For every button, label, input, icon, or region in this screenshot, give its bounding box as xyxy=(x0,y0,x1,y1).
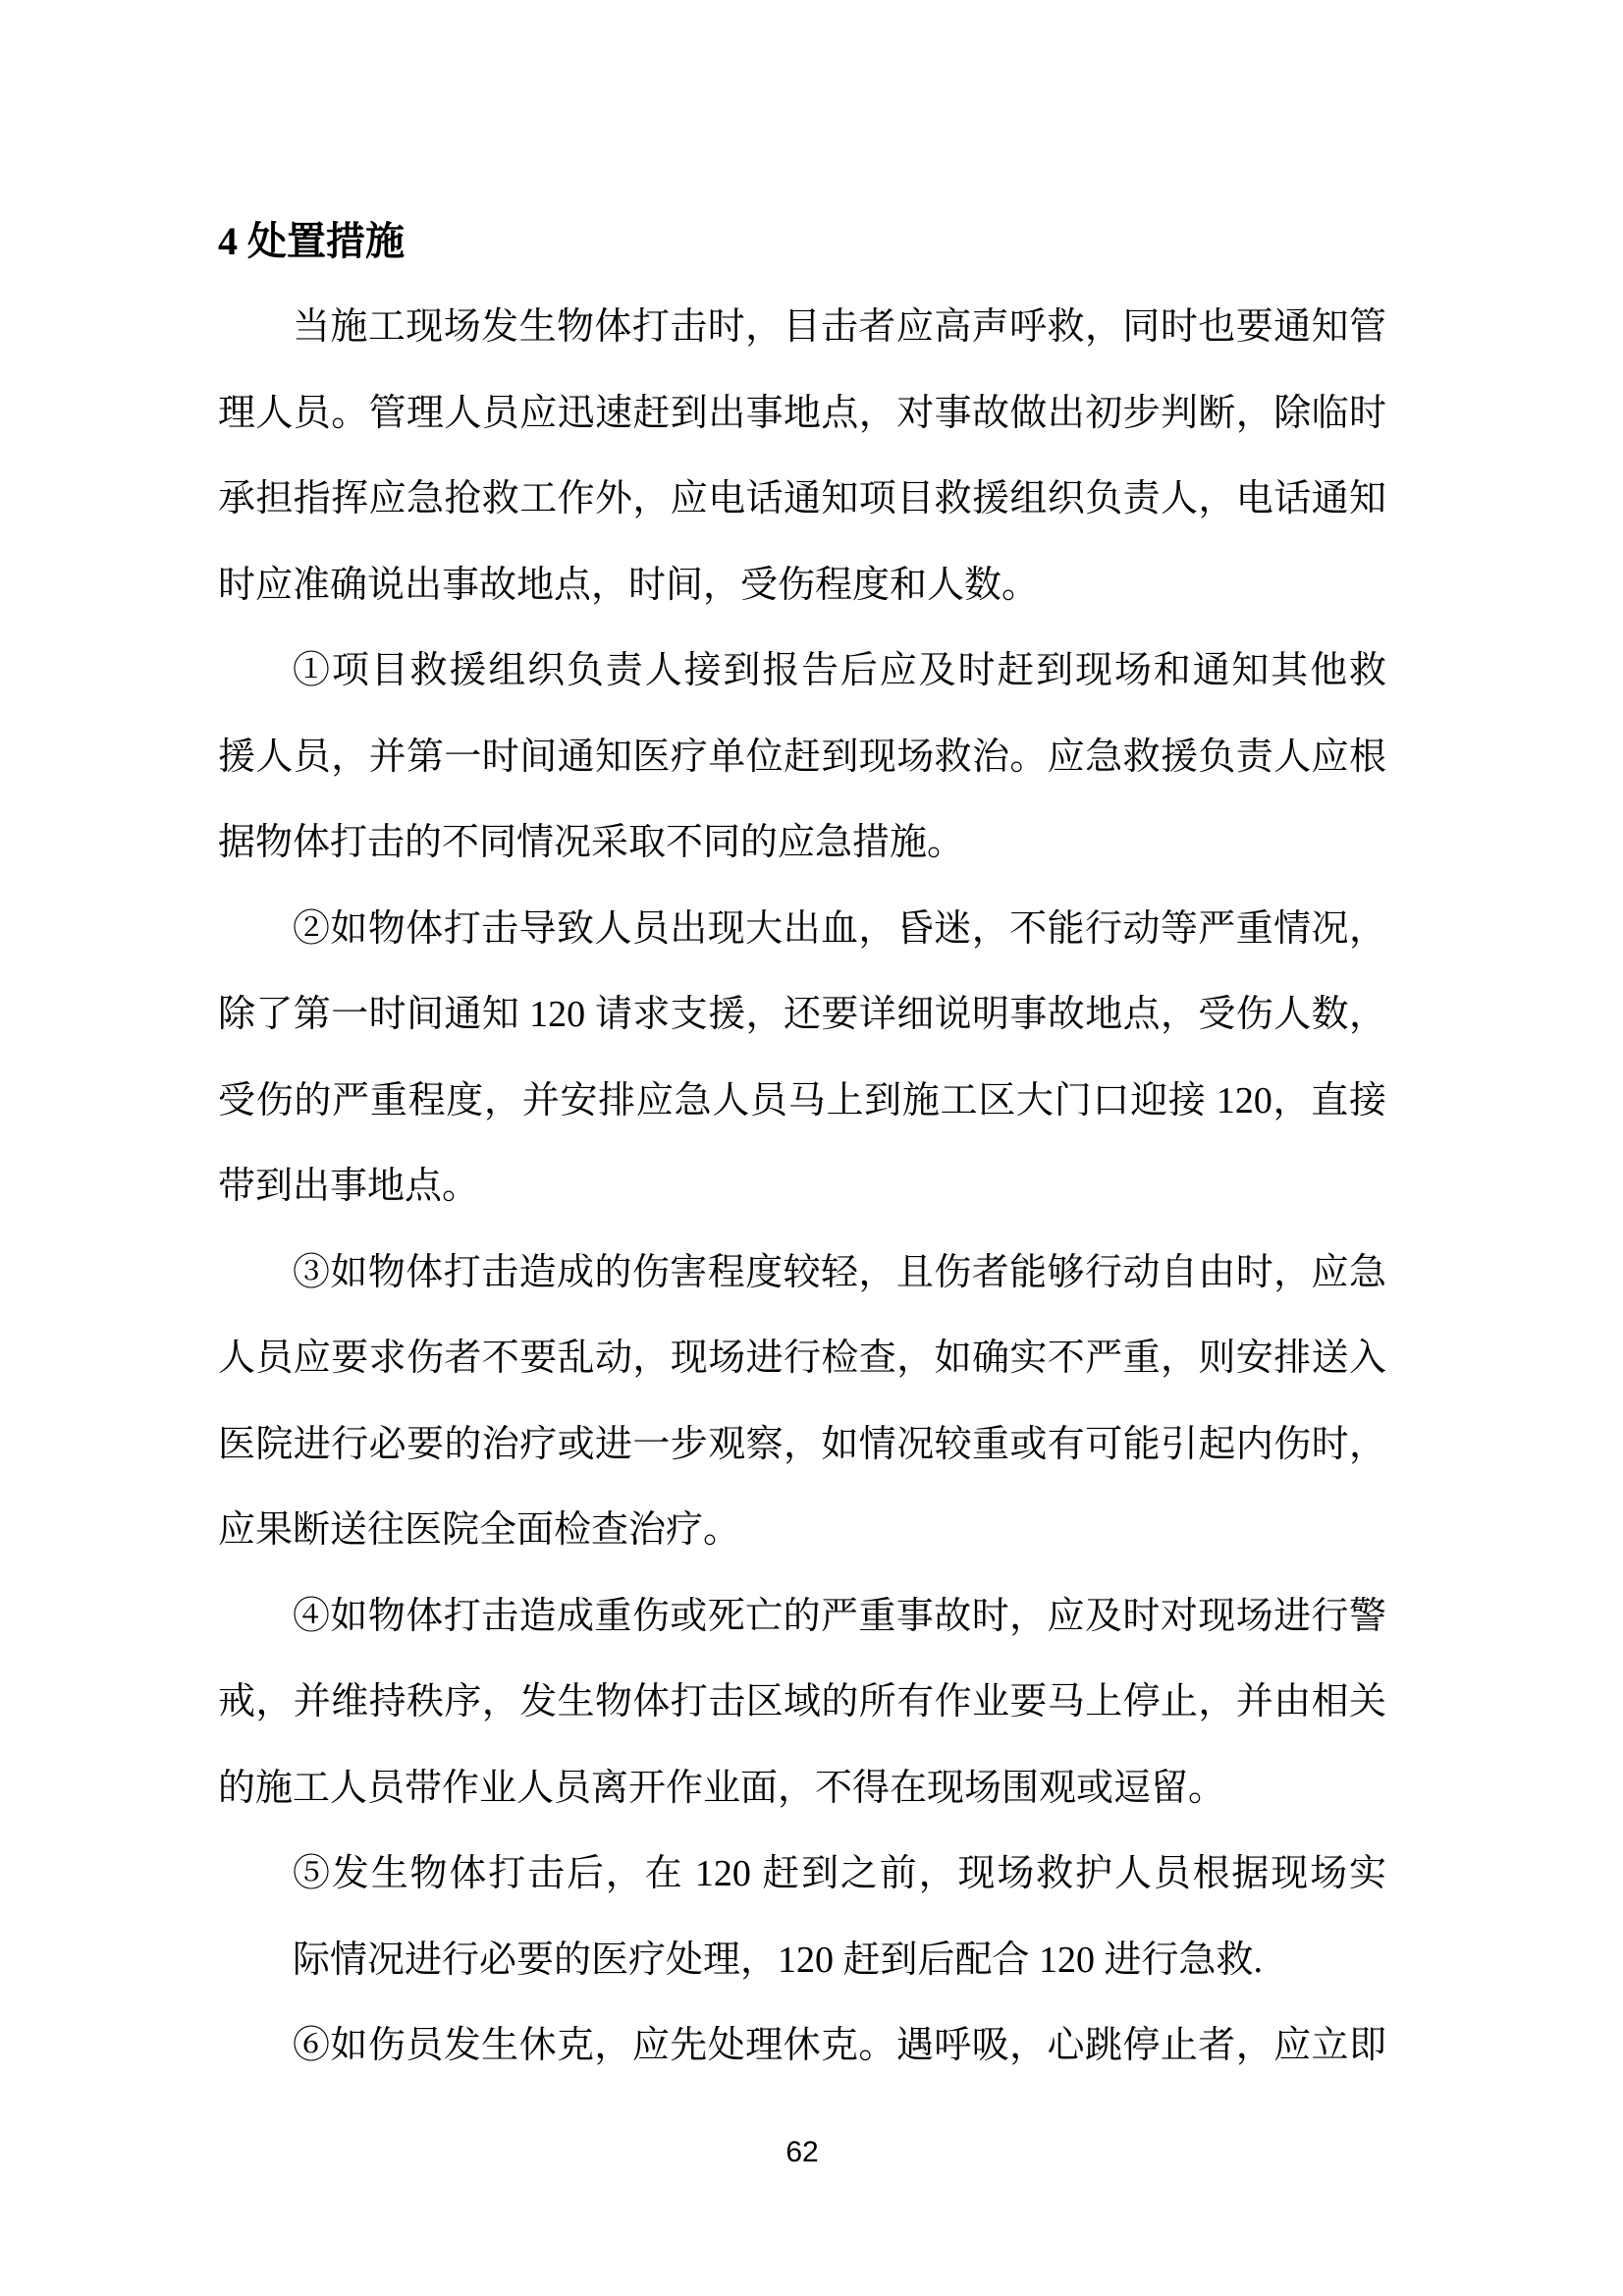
body-line: 受伤的严重程度，并安排应急人员马上到施工区大门口迎接 120，直接 xyxy=(218,1079,1386,1121)
body-line: 援人员，并第一时间通知医疗单位赶到现场救治。应急救援负责人应根 xyxy=(218,736,1386,778)
body-line: 承担指挥应急抢救工作外，应电话通知项目救援组织负责人，电话通知 xyxy=(218,478,1386,519)
document-content xyxy=(218,198,1386,2090)
body-line: 应果断送往医院全面检查治疗。 xyxy=(218,1509,741,1551)
body-line: 时应准确说出事故地点，时间，受伤程度和人数。 xyxy=(218,564,1040,606)
body-line: 理人员。管理人员应迅速赶到出事地点，对事故做出初步判断，除临时 xyxy=(218,392,1386,434)
body-line: 当施工现场发生物体打击时，目击者应高声呼救，同时也要通知管 xyxy=(293,306,1386,348)
body-line: 除了第一时间通知 120 请求支援，还要详细说明事故地点，受伤人数， xyxy=(218,994,1386,1035)
body-line: ③如物体打击造成的伤害程度较轻，且伤者能够行动自由时，应急 xyxy=(293,1251,1386,1293)
body-line: 人员应要求伤者不要乱动，现场进行检查，如确实不严重，则安排送入 xyxy=(218,1338,1386,1379)
body-line: 带到出事地点。 xyxy=(218,1166,480,1207)
section-heading: 4 处置措施 xyxy=(218,219,405,263)
body-line: ⑤发生物体打击后，在 120 赶到之前，现场救护人员根据现场实 xyxy=(293,1853,1386,1894)
body-line: 医院进行必要的治疗或进一步观察，如情况较重或有可能引起内伤时， xyxy=(218,1423,1386,1465)
body-line: 据物体打击的不同情况采取不同的应急措施。 xyxy=(218,822,965,863)
body-line: ④如物体打击造成重伤或死亡的严重事故时，应及时对现场进行警 xyxy=(293,1595,1386,1637)
body-line: 戒，并维持秩序，发生物体打击区域的所有作业要马上停止，并由相关 xyxy=(218,1681,1386,1722)
body-line: 的施工人员带作业人员离开作业面，不得在现场围观或逗留。 xyxy=(218,1767,1226,1809)
body-line: ②如物体打击导致人员出现大出血，昏迷，不能行动等严重情况， xyxy=(293,907,1386,950)
page-number: 62 xyxy=(785,2136,819,2168)
body-line: 际情况进行必要的医疗处理，120 赶到后配合 120 进行急救. xyxy=(293,1939,1264,1981)
body-line: ①项目救援组织负责人接到报告后应及时赶到现场和通知其他救 xyxy=(293,650,1386,691)
body-line: ⑥如伤员发生休克，应先处理休克。遇呼吸，心跳停止者，应立即 xyxy=(293,2025,1386,2066)
